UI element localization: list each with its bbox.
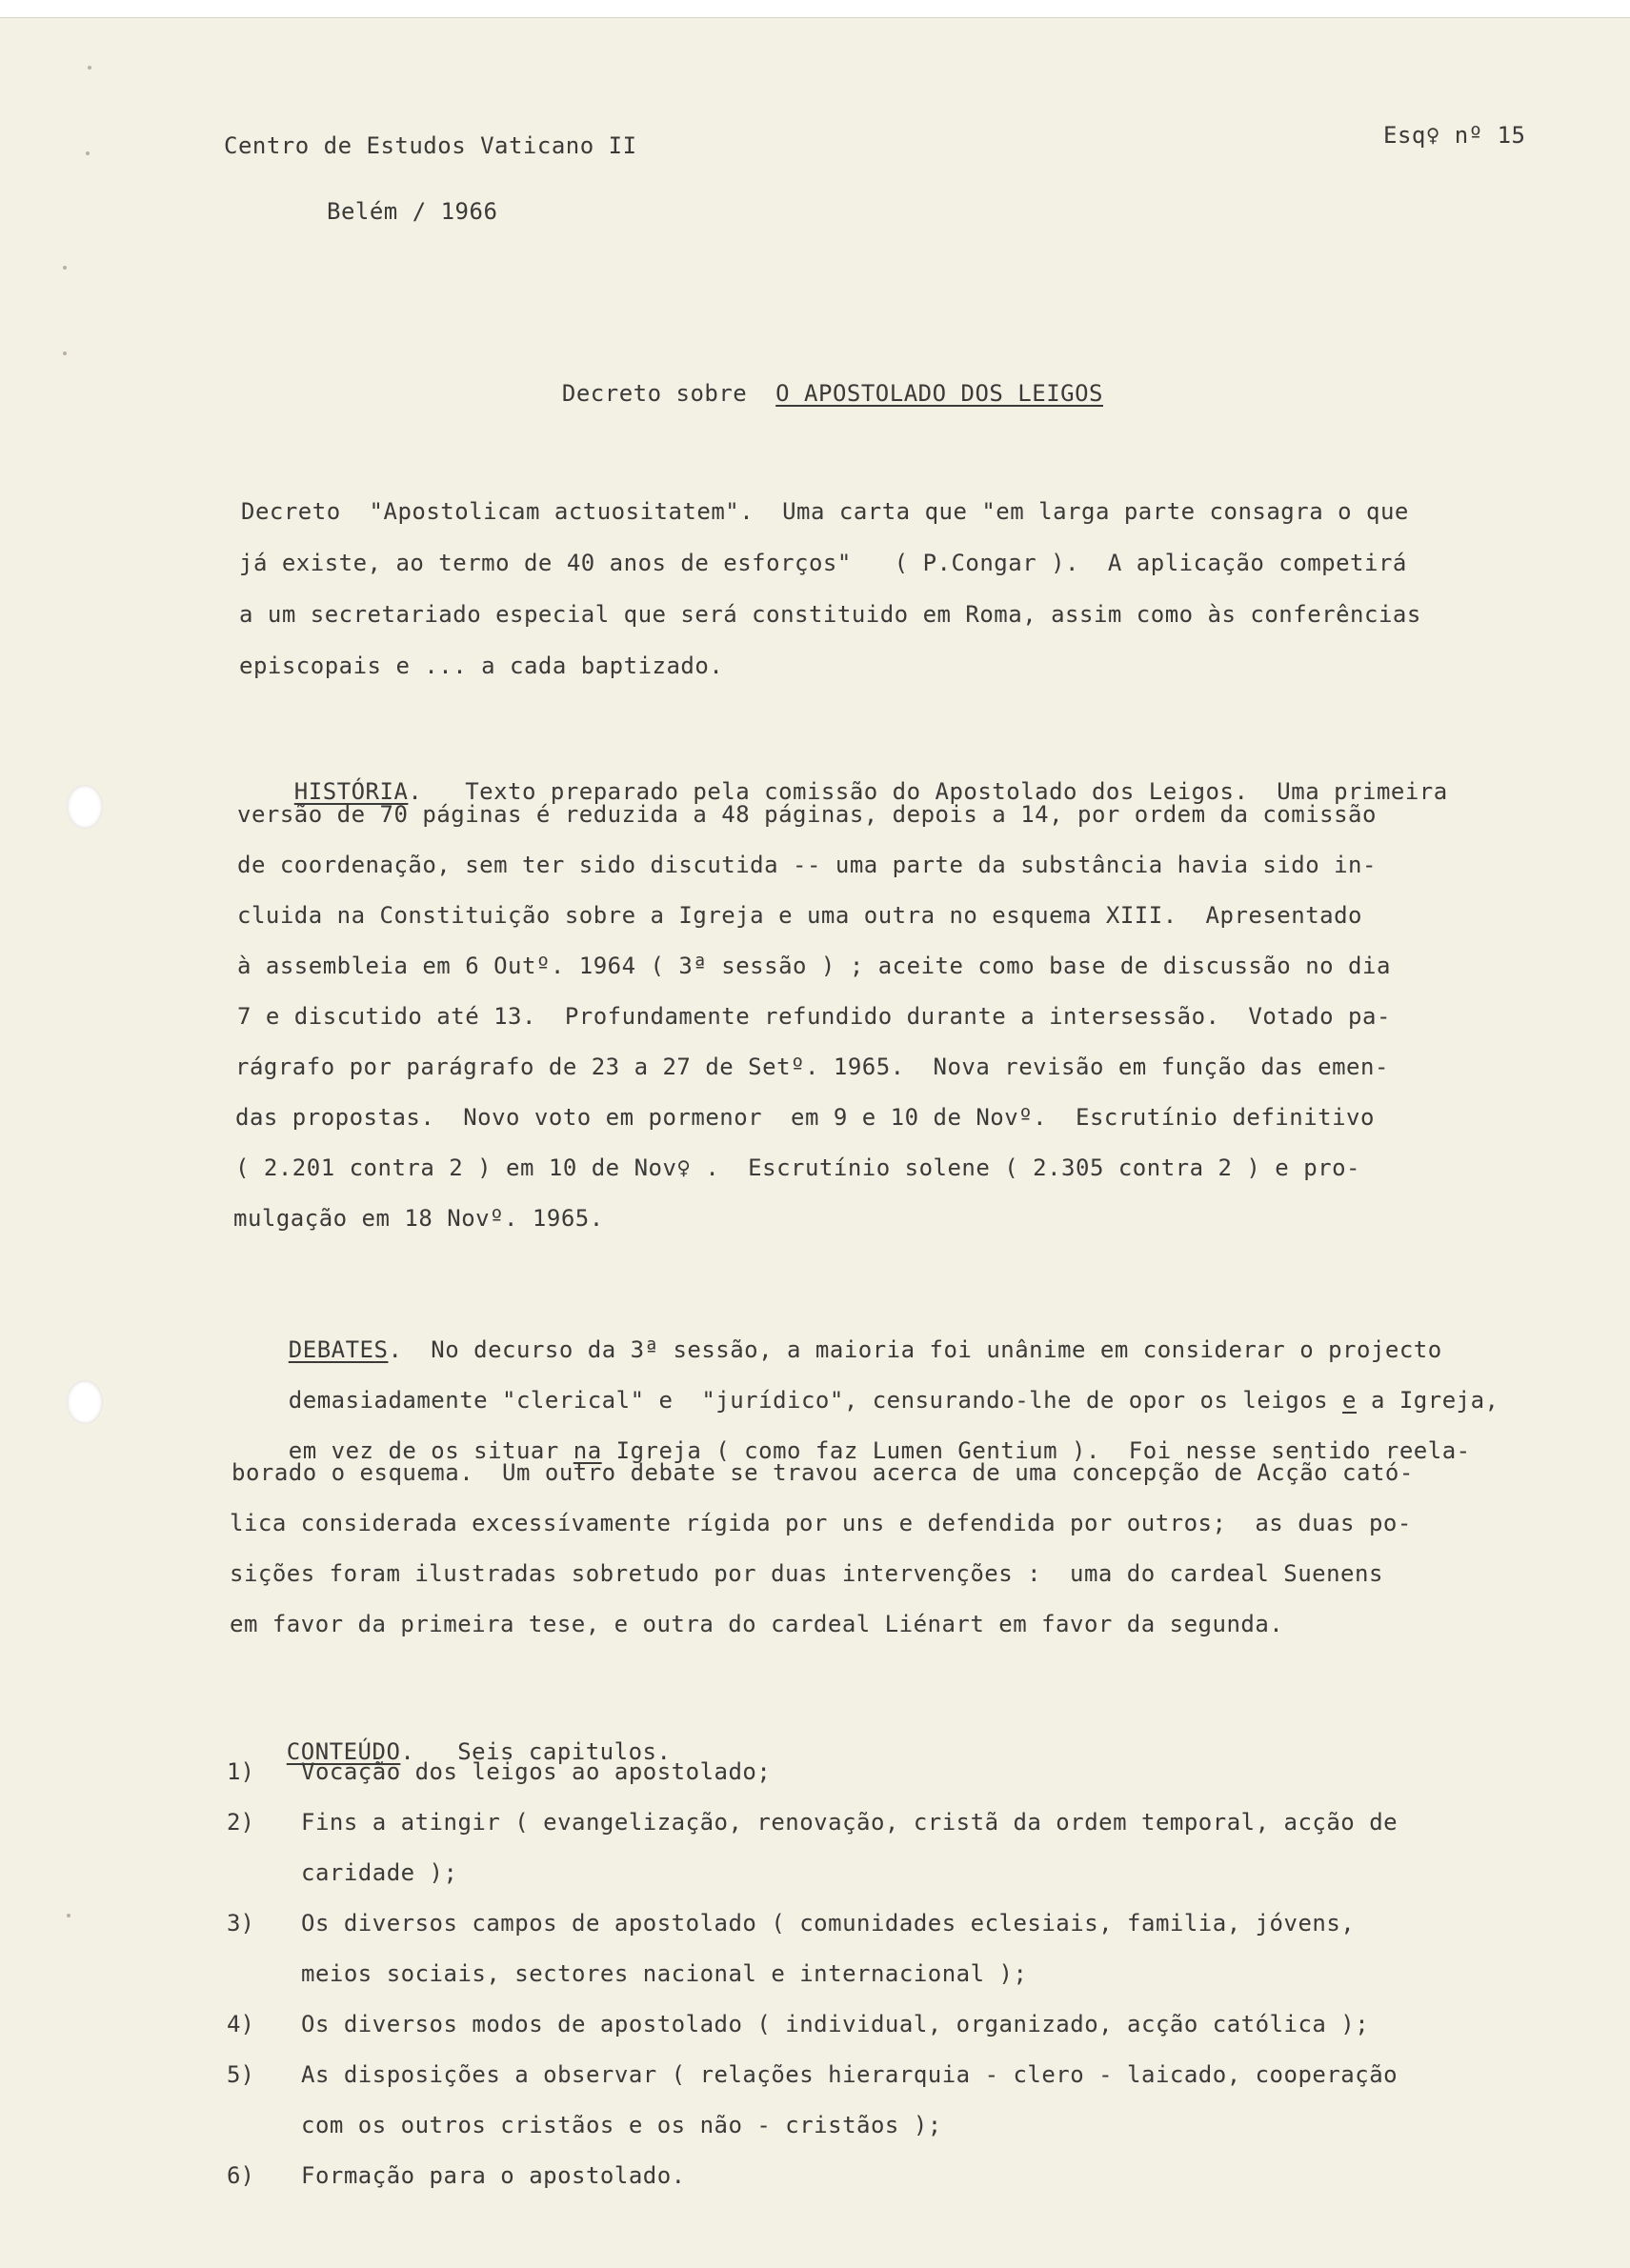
conteudo-heading: CONTEÚDO bbox=[286, 1738, 401, 1765]
intro-line: já existe, ao termo de 40 anos de esforços" ( P.Congar ). A aplicação competirá bbox=[239, 550, 1407, 576]
paper-speck bbox=[63, 266, 67, 270]
list-item: As disposições a observar ( relações hierarquia - clero - laicado, cooperação bbox=[301, 2061, 1399, 2088]
paper-speck bbox=[88, 66, 91, 70]
list-number: 1) bbox=[227, 1758, 254, 1785]
intro-line: a um secretariado especial que será constituido em Roma, assim como às conferências bbox=[239, 601, 1421, 628]
intro-line: Decreto "Apostolicam actuositatem". Uma carta que "em larga parte consagra o que bbox=[241, 498, 1409, 525]
debates-text: demasiadamente "clerical" e "jurídico", censurando-lhe de opor os leigos bbox=[288, 1387, 1343, 1414]
historia-line: mulgação em 18 Novº. 1965. bbox=[233, 1205, 604, 1232]
debates-line: sições foram ilustradas sobretudo por duas intervenções : uma do cardeal Suenens bbox=[230, 1560, 1383, 1587]
place-year: Belém / 1966 bbox=[327, 198, 498, 225]
title-subject: O APOSTOLADO DOS LEIGOS bbox=[775, 380, 1103, 407]
title-prefix: Decreto sobre bbox=[561, 380, 748, 407]
historia-heading: HISTÓRIA bbox=[293, 778, 409, 805]
list-number: 4) bbox=[227, 2011, 254, 2037]
list-item: Vocação dos leigos ao apostolado; bbox=[301, 1758, 772, 1785]
debates-line: borado o esquema. Um outro debate se travou acerca de uma concepção de Acção cató- bbox=[231, 1459, 1414, 1486]
list-number: 5) bbox=[227, 2061, 254, 2088]
debates-text: Igreja ( como faz Lumen Gentium ). Foi nesse sentido reela- bbox=[601, 1437, 1471, 1464]
list-item: Os diversos campos de apostolado ( comunidades eclesiais, familia, jóvens, bbox=[301, 1910, 1356, 1937]
paper-speck bbox=[67, 1914, 70, 1917]
list-item-continuation: meios sociais, sectores nacional e internacional ); bbox=[301, 1960, 1028, 1987]
debates-emphasis: na bbox=[573, 1437, 602, 1464]
debates-line: lica considerada excessívamente rígida por uns e defendida por outros; as duas po- bbox=[230, 1510, 1412, 1536]
institution-name: Centro de Estudos Vaticano II bbox=[224, 132, 637, 159]
list-number: 6) bbox=[227, 2162, 254, 2189]
debates-line: em favor da primeira tese, e outra do cardeal Liénart em favor da segunda. bbox=[230, 1611, 1284, 1637]
paper-speck bbox=[86, 151, 90, 155]
historia-line: cluida na Constituição sobre a Igreja e uma outra no esquema XIII. Apresentado bbox=[237, 902, 1362, 929]
historia-first-line: . Texto preparado pela comissão do Apostolado dos Leigos. Uma primeira bbox=[408, 778, 1448, 805]
historia-line: à assembleia em 6 Outº. 1964 ( 3ª sessão ) ; aceite como base de discussão no dia bbox=[237, 953, 1391, 979]
historia-line: rágrafo por parágrafo de 23 a 27 de Setº. 1965. Nova revisão em função das emen- bbox=[235, 1054, 1389, 1080]
debates-emphasis: e bbox=[1342, 1387, 1357, 1414]
list-number: 3) bbox=[227, 1910, 254, 1937]
historia-line: das propostas. Novo voto em pormenor em 9 e 10 de Novº. Escrutínio definitivo bbox=[235, 1104, 1375, 1131]
paper-speck bbox=[63, 351, 67, 355]
debates-heading: DEBATES bbox=[288, 1336, 389, 1363]
list-item: Formação para o apostolado. bbox=[301, 2162, 686, 2189]
list-item: Fins a atingir ( evangelização, renovação, cristã da ordem temporal, acção de bbox=[301, 1809, 1399, 1836]
debates-text: a Igreja, bbox=[1357, 1387, 1499, 1414]
intro-line: episcopais e ... a cada baptizado. bbox=[239, 652, 724, 679]
historia-line: 7 e discutido até 13. Profundamente refundido durante a intersessão. Votado pa- bbox=[237, 1003, 1391, 1030]
punch-hole-top bbox=[67, 785, 103, 829]
conteudo-intro: . Seis capitulos. bbox=[400, 1738, 672, 1765]
debates-text: em vez de os situar bbox=[288, 1437, 574, 1464]
historia-line: ( 2.201 contra 2 ) em 10 de Nov♀ . Escrutínio solene ( 2.305 contra 2 ) e pro- bbox=[235, 1154, 1360, 1181]
list-item-continuation: com os outros cristãos e os não - cristãos ); bbox=[301, 2112, 942, 2138]
list-item-continuation: caridade ); bbox=[301, 1859, 458, 1886]
historia-line: de coordenação, sem ter sido discutida -- uma parte da substância havia sido in- bbox=[237, 852, 1377, 878]
list-number: 2) bbox=[227, 1809, 254, 1836]
punch-hole-bottom bbox=[67, 1380, 103, 1424]
document-reference: Esq♀ nº 15 bbox=[1383, 122, 1526, 149]
document-title bbox=[533, 351, 1103, 408]
list-item: Os diversos modos de apostolado ( individual, organizado, acção católica ); bbox=[301, 2011, 1370, 2037]
historia-line: versão de 70 páginas é reduzida a 48 páginas, depois a 14, por ordem da comissão bbox=[237, 801, 1377, 828]
debates-first-line: . No decurso da 3ª sessão, a maioria foi unânime em considerar o projecto bbox=[388, 1336, 1442, 1363]
